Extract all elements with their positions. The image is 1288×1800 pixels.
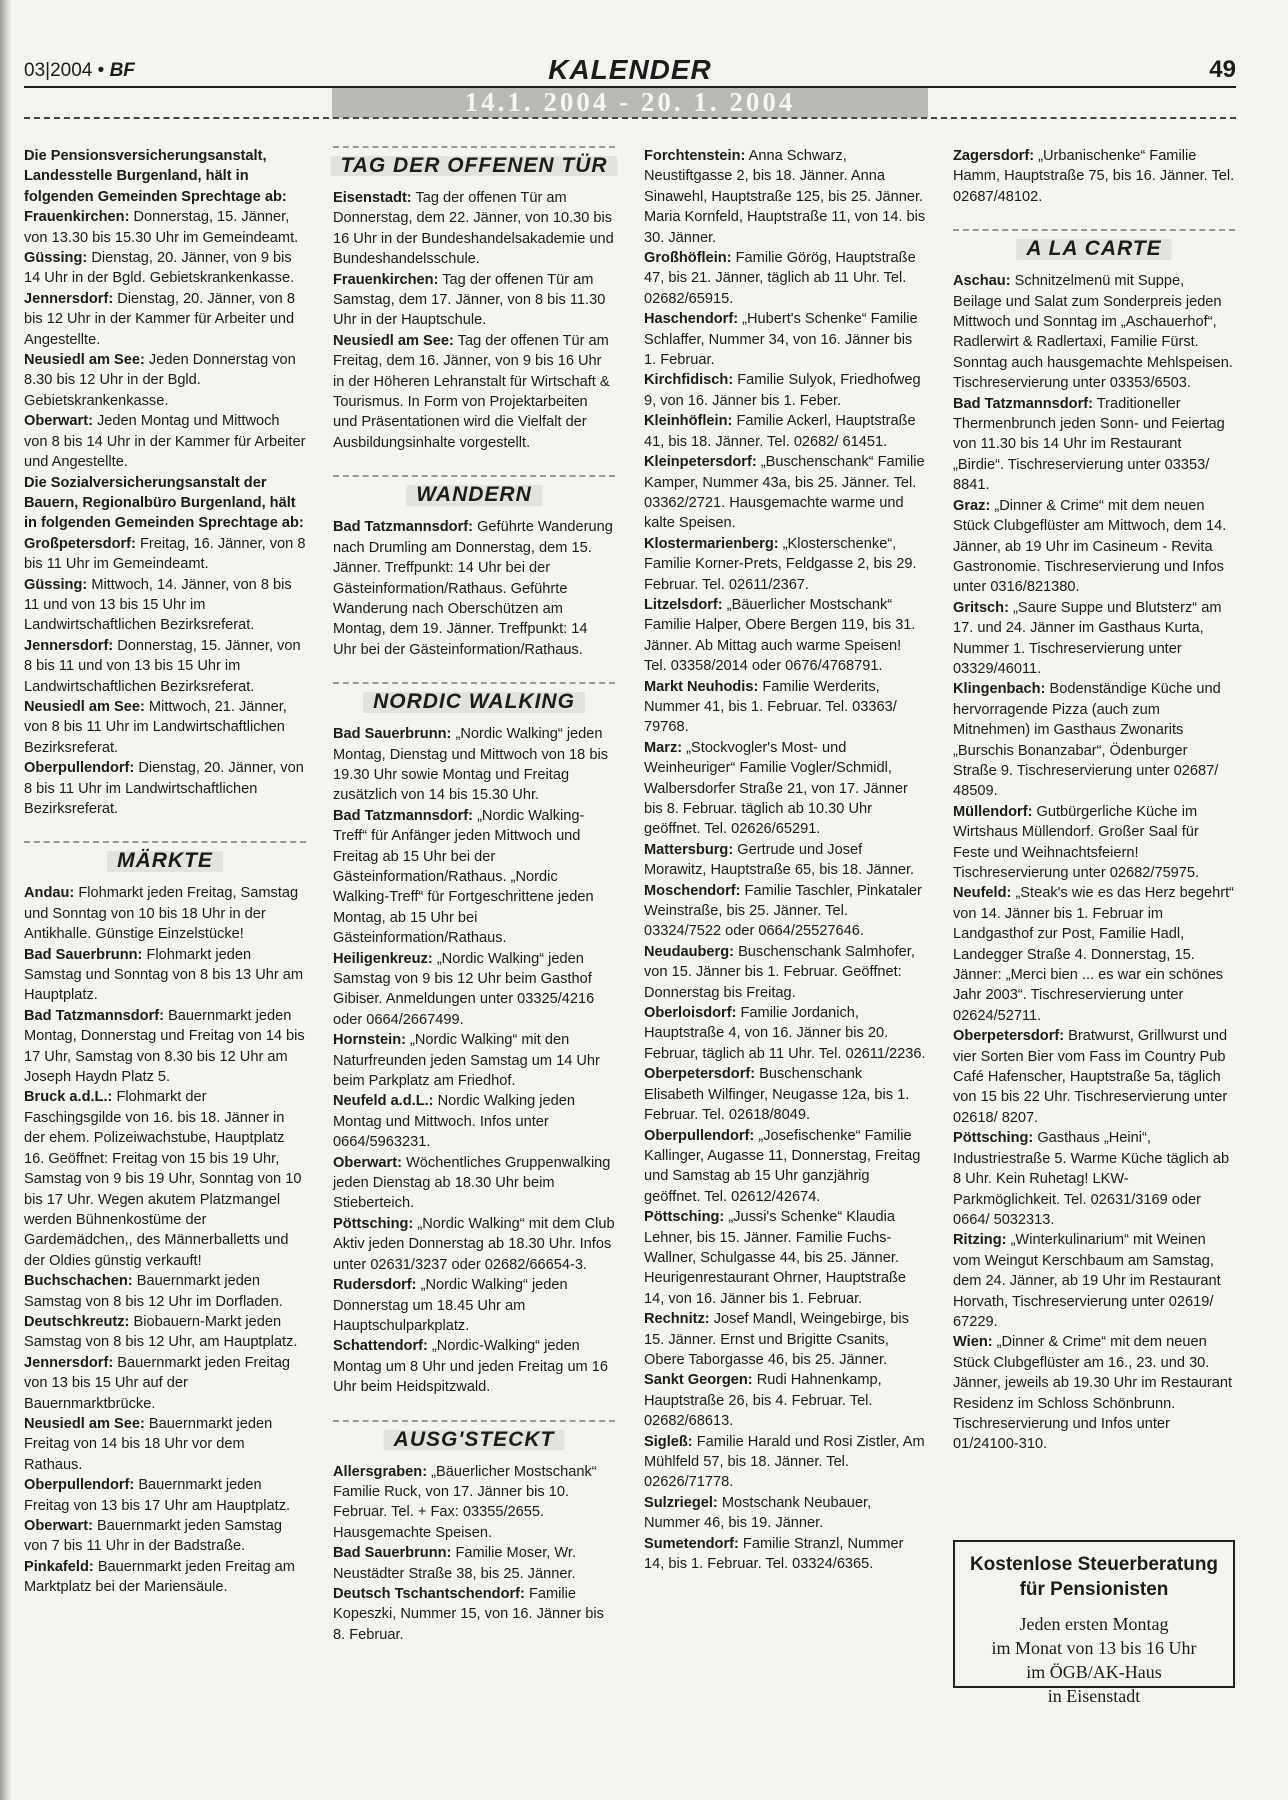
entry-text: „Nordic Walking-Treff“ für Anfänger jeden Mittwoch und Freitag ab 15 Uhr bei der Gästeinformation/Rathaus. „Nordic Walking-Treff“ für Fortgeschrittene jeden Montag, ab 15 Uhr bei Gästeinformation/Rathaus. [333,807,594,947]
entry-location: Oberpetersdorf: [644,1066,756,1083]
carte-entries [953,271,1235,1455]
entry-text: Dienstag, 20. Jänner, von 8 bis 11 Uhr im Landwirtschaftlichen Bezirksreferat. [24,760,304,817]
entry-text: Jeden Montag und Mittwoch von 8 bis 14 Uhr in der Kammer für Arbeiter und Angestellte. [24,413,306,471]
calendar-entry [24,248,306,289]
entry-text: Bauernmarkt jeden Freitag am Marktplatz bei der Mariensäule. [24,1558,295,1596]
calendar-entry [24,1312,306,1353]
svb-intro: Die Sozialversicherungsanstalt der Bauern, Regionalbüro Burgenland, hält in folgenden Gemeinden Sprechtage ab: [24,474,304,532]
entry-location: Aschau: [953,273,1011,290]
entry-location: Wien: [953,1334,993,1351]
entry-location: Hornstein: [333,1032,406,1049]
calendar-entry [333,1336,615,1397]
entry-location: Frauenkirchen: [333,271,439,288]
section-ausgsteckt [333,1420,615,1456]
entry-location: Großpetersdorf: [24,535,136,552]
calendar-entry [644,370,926,411]
calendar-entry [333,949,615,1031]
calendar-entry [333,1462,615,1544]
box-text-line: im ÖGB/AK-Haus [1026,1662,1162,1682]
entry-text: Dienstag, 20. Jänner, von 8 bis 12 Uhr in der Kammer für Arbeiter und Angestellte. [24,290,295,348]
entry-text: Anna Schwarz, Neustiftgasse 2, bis 18. Jänner. Anna Sinawehl, Hauptstraße 125, bis 25. Jänner. Maria Kornfeld, Hauptstraße 11, von 14. bis 30. Jänner. [644,148,926,246]
calendar-entry [953,1128,1235,1230]
entry-text: Donnerstag, 15. Jänner, von 8 bis 11 und von 13 bis 15 Uhr im Landwirtschaftlichen Bezirksreferat. [24,637,301,695]
entry-text: Bauernmarkt jeden Montag, Donnerstag und Freitag von 14 bis 17 Uhr, Samstag von 8.30 bis 12 Uhr am Joseph Haydn Platz 5. [24,1007,305,1086]
entry-location: Pinkafeld: [24,1558,94,1575]
entry-location: Klostermarienberg: [644,535,779,552]
entry-text: Flohmarkt der Faschingsgilde von 16. bis 18. Jänner in der ehem. Polizeiwachstube, Hauptplatz 16. Geöffnet: Freitag von 15 bis 19 Uhr, Samstag von 9 bis 19 Uhr, Sonntag von 10 bis 17 Uhr. Wegen akutem Platzmangel werden Bühnenkostüme der Gardemädchen,, des Männerballetts und der Oldies günstig verkauft! [24,1089,302,1269]
calendar-entry [644,309,926,370]
entry-location: Oberwart: [333,1154,402,1171]
entry-location: Eisenstadt: [333,190,412,206]
calendar-entry [644,1126,926,1208]
calendar-entry [644,534,926,595]
calendar-entry [644,738,926,840]
entry-text: Dienstag, 20. Jänner, von 9 bis 14 Uhr in der Bgld. Gebietskrankenkasse. [24,250,295,287]
section-heading: WANDERN [406,485,542,505]
calendar-entry [953,394,1235,496]
calendar-entry [333,1584,615,1645]
entry-text: Flohmarkt jeden Freitag, Samstag und Sonntag von 10 bis 18 Uhr in der Antikhalle. Günstige Einzelstücke! [24,885,299,943]
box-text-line: in Eisenstadt [1047,1686,1141,1706]
entry-location: Sigleß: [644,1433,693,1450]
entry-text: Jeden Donnerstag von 8.30 bis 12 Uhr in der Bgld. Gebietskrankenkasse. [24,352,296,409]
entry-location: Oberpullendorf: [644,1127,755,1144]
section-heading: AUSG'STECKT [384,1430,565,1450]
entry-location: Güssing: [24,250,88,267]
entry-location: Jennersdorf: [24,1354,114,1371]
entry-text: Rudi Hahnenkamp, Hauptstraße 26, bis 4. Februar. Tel. 02682/68613. [644,1372,882,1430]
calendar-entry [24,1006,306,1088]
calendar-entry [644,146,926,248]
section-wandern [333,475,615,511]
page-title: KALENDER [548,54,712,85]
entry-location: Graz: [953,497,991,514]
entry-text: Bratwurst, Grillwurst und vier Sorten Bier vom Fass im Country Pub Café Hafenscher, Hauptstraße 5a, täglich von 15 bis 22 Uhr. Tischreservierung unter 02618/ 8207. [953,1028,1228,1126]
calendar-entry [953,271,1235,393]
box-title [955,1552,1233,1602]
calendar-entry [333,1214,615,1275]
section-tag-der-offenen-tuer [333,146,615,182]
entry-location: Moschendorf: [644,882,741,899]
calendar-entry [24,636,306,697]
column-1 [24,146,306,1598]
entry-location: Gritsch: [953,599,1009,616]
entry-text: „Hubert's Schenke“ Familie Schlaffer, Nummer 34, von 16. Jänner bis 1. Februar. [644,311,918,369]
calendar-entry [24,1475,306,1516]
entry-location: Marz: [644,739,683,756]
entry-location: Pöttsching: [644,1209,725,1226]
maerkte-entries [24,883,306,1597]
entry-text: „Stockvogler's Most- und Weinheuriger“ Familie Vogler/Schmidl, Walbersdorfer Straße 21, von 17. Jänner bis 8. Februar. täglich ab 10.30 Uhr geöffnet. Tel. 02626/65291. [644,739,908,838]
entry-location: Bad Tatzmannsdorf: [333,519,473,536]
calendar-entry [644,942,926,1003]
entry-location: Neufeld: [953,885,1012,902]
dashed-divider [24,117,1236,119]
entry-location: Neusiedl am See: [24,1415,145,1432]
box-title-line: für Pensionisten [1019,1579,1169,1600]
entry-location: Deutsch Tschantschendorf: [333,1585,525,1602]
entry-text: Familie Harald und Rosi Zistler, Am Mühlfeld 57, bis 18. Jänner. Tel. 02626/71778. [644,1433,925,1491]
entry-location: Bad Tatzmannsdorf: [24,1007,164,1024]
calendar-entry [644,1432,926,1493]
entry-location: Bad Sauerbrunn: [24,946,143,963]
heurigen-entries [644,146,926,1574]
calendar-entry [333,1275,615,1336]
entry-location: Bad Sauerbrunn: [333,1545,452,1562]
entry-location: Oberpullendorf: [24,1477,135,1494]
page-binding-shadow [0,0,12,1800]
calendar-entry [644,1309,926,1370]
entry-text: Bauernmarkt jeden Freitag von 14 bis 18 Uhr vor dem Rathaus. [24,1415,273,1473]
entry-location: Buchschachen: [24,1273,133,1290]
calendar-entry [644,452,926,534]
entry-location: Forchtenstein: [644,148,746,164]
column-4 [953,146,1235,1455]
svb-entries [24,534,306,820]
entry-location: Jennersdorf: [24,290,114,307]
calendar-entry [953,1332,1235,1454]
entry-text: Bauernmarkt jeden Freitag von 13 bis 17 Uhr am Hauptplatz. [24,1477,291,1514]
entry-text: Tag der offenen Tür am Samstag, dem 17. Jänner, von 8 bis 11.30 Uhr in der Hauptschule. [333,271,606,329]
entry-location: Markt Neuhodis: [644,678,759,695]
entry-text: „Bäuerlicher Mostschank“ Familie Halper, Obere Bergen 119, bis 31. Jänner. Ab Mittag auch warme Speisen! Tel. 03358/2014 oder 0676/4768791. [644,596,916,675]
entry-text: Familie Moser, Wr. Neustädter Straße 38, bis 25. Jänner. [333,1545,577,1582]
calendar-entry [644,248,926,309]
calendar-entry [24,883,306,944]
calendar-entry [24,534,306,575]
entry-text: „Nordic Walking“ mit dem Club Aktiv jeden Donnerstag ab 18.30 Uhr. Infos unter 02631/3237 oder 02682/66654-3. [333,1215,615,1273]
entry-location: Frauenkirchen: [24,209,130,226]
entry-location: Heiligenkreuz: [333,950,433,967]
ausg-entries [333,1462,615,1646]
entry-text: Buschenschank Elisabeth Wilfinger, Neugasse 12a, bis 1. Februar. Tel. 02618/8049. [644,1066,910,1124]
entry-location: Neufeld a.d.L.: [333,1093,434,1110]
entry-location: Jennersdorf: [24,637,114,654]
entry-location: Güssing: [24,576,88,593]
section-maerkte [24,841,306,877]
calendar-entry [644,881,926,942]
calendar-entry [333,517,615,660]
tax-advice-box [953,1540,1235,1706]
entry-location: Sumetendorf: [644,1535,739,1552]
entry-location: Kleinpetersdorf: [644,454,757,471]
calendar-entry [24,411,306,472]
entry-text: Familie Jordanich, Hauptstraße 4, von 16. Jänner bis 20. Februar, täglich ab 11 Uhr. Tel. 02611/2236. [644,1005,926,1062]
section-heading: NORDIC WALKING [363,692,585,712]
entry-location: Allersgraben: [333,1463,428,1480]
entry-text: Geführte Wanderung nach Drumling am Donnerstag, dem 15. Jänner. Treffpunkt: 14 Uhr bei der Gästeinformation/Rathaus. Geführte Wanderung nach Oberschützen am Montag, dem 19. Jänner. Treffpunkt: 14 Uhr bei der Gästeinformation/Rathaus. [333,519,613,658]
calendar-entry [953,598,1235,680]
entry-location: Neusiedl am See: [333,332,454,349]
entry-text: „Nordic Walking“ jeden Samstag von 9 bis 12 Uhr beim Gasthof Gibiser. Anmeldungen unter 03325/4216 oder 0664/2667499. [333,950,595,1028]
box-text [955,1612,1233,1708]
entry-location: Rechnitz: [644,1311,710,1328]
entry-location: Andau: [24,885,75,902]
entry-text: Josef Mandl, Weingebirge, bis 15. Jänner. Ernst und Brigitte Csanits, Obere Taborgasse 46, bis 25. Jänner. [644,1311,909,1368]
nordic-entries [333,724,615,1397]
calendar-entry [24,1557,306,1598]
calendar-entry [333,331,615,453]
entry-location: Litzelsdorf: [644,596,723,613]
entry-text: Gertrude und Josef Morawitz, Hauptstraße 65, bis 18. Jänner. [644,841,915,879]
calendar-entry [644,677,926,738]
entry-location: Oberpetersdorf: [953,1028,1065,1045]
column-3 [644,146,926,1574]
entry-text: Bauernmarkt jeden Samstag von 8 bis 12 Uhr im Dorfladen. [24,1273,283,1310]
entry-text: Bauernmarkt jeden Samstag von 7 bis 11 Uhr in der Badstraße. [24,1518,282,1555]
pva-intro: Die Pensionsversicherungsanstalt, Landesstelle Burgenland, hält in folgenden Gemeinden Sprechtage ab: [24,148,287,205]
heurigen-entries-continued [953,146,1235,207]
calendar-entry [644,1207,926,1309]
calendar-entry [644,840,926,881]
entry-location: Mattersburg: [644,841,734,858]
date-range-band: 14.1. 2004 - 20. 1. 2004 [332,88,928,118]
box-title-line: Kostenlose Steuerberatung [969,1554,1219,1575]
entry-location: Bad Sauerbrunn: [333,726,452,743]
entry-text: „Klosterschenke“, Familie Korner-Prets, Feldgasse 2, bis 29. Februar. Tel. 02611/2367. [644,535,917,593]
calendar-entry [644,411,926,452]
entry-text: Familie Werderits, Nummer 41, bis 1. Februar. Tel. 03363/ 79768. [644,678,897,736]
section-heading: MÄRKTE [107,851,223,871]
entry-location: Bruck a.d.L.: [24,1089,113,1106]
entry-text: Bodenständige Küche und hervorragende Pizza (auch zum Mitnehmen) im Gasthaus Zwonarits „Burschis Bonanzabar“, Ödenburger Straße 9. Tischreservierung unter 02687/ 48509. [953,681,1221,800]
entry-location: Neudauberg: [644,943,734,960]
calendar-entry [644,1003,926,1064]
entry-location: Neusiedl am See: [24,352,145,369]
entry-text: Mittwoch, 21. Jänner, von 8 bis 11 Uhr im Landwirtschaftlichen Bezirksreferat. [24,698,287,756]
calendar-entry [333,270,615,331]
entry-text: Biobauern-Markt jeden Samstag von 8 bis 12 Uhr, am Hauptplatz. [24,1313,298,1351]
page-number: 49 [1209,56,1236,83]
entry-location: Müllendorf: [953,803,1033,820]
calendar-entry [24,207,306,248]
entry-location: Zagersdorf: [953,148,1035,164]
calendar-entry [333,1091,615,1152]
calendar-entry [644,1493,926,1534]
entry-text: „Nordic Walking“ mit den Naturfreunden jeden Samstag um 14 Uhr beim Parkplatz am Friedhof. [333,1032,600,1090]
entry-text: „Nordic Walking“ jeden Montag, Dienstag und Mittwoch von 18 bis 19.30 Uhr sowie Montag und Freitag zusätzlich von 14 bis 15.30 Uhr. [333,726,609,804]
entry-text: Tag der offenen Tür am Freitag, dem 16. Jänner, von 9 bis 16 Uhr in der Höheren Lehranstalt für Wirtschaft & Tourismus. In Form von Projektarbeiten und Präsentationen wird die Vielfalt der Ausbildungsinhalte vorgestellt. [333,332,610,451]
calendar-entry [333,188,615,270]
entry-text: Schnitzelmenü mit Suppe, Beilage und Salat zum Sonderpreis jeden Mittwoch und Sonntag im „Aschauerhof“, Radlerwirt & Radlertaxi, Familie Fürst. Sonntag auch hausgemachte Mehlspeisen. Tischreservierung unter 03353/6503. [953,273,1233,392]
box-text-line: im Monat von 13 bis 16 Uhr [991,1638,1197,1658]
entry-location: Oberpullendorf: [24,760,135,777]
column-2 [333,146,615,1645]
section-heading: A LA CARTE [1016,239,1171,259]
entry-location: Pöttsching: [333,1215,414,1232]
calendar-entry [24,350,306,411]
entry-text: Donnerstag, 15. Jänner, von 13.30 bis 15.30 Uhr im Gemeindeamt. [24,209,299,246]
entry-text: Gasthaus „Heini“, Industriestraße 5. Warme Küche täglich ab 8 Uhr. Kein Ruhetag! LKW-Parkmöglichkeit. Tel. 02631/3169 oder 0664/ 5032313. [953,1130,1230,1228]
entry-text: Freitag, 16. Jänner, von 8 bis 11 Uhr im Gemeindeamt. [24,535,306,573]
magazine-name: BF [109,60,135,81]
entry-text: Traditioneller Thermenbrunch jeden Sonn- und Feiertag von 11.30 bis 14 Uhr im Restaurant „Birdie“. Tischreservierung unter 03353/ 8841. [953,395,1225,494]
entry-location: Bad Tatzmannsdorf: [333,807,473,824]
entry-text: „Jussi's Schenke“ Klaudia Lehner, bis 15. Jänner. Familie Fuchs-Wallner, Schulgasse 44, bis 25. Jänner. Heurigenrestaurant Ohrner, Hauptstraße 14, von 16. Jänner bis 1. Februar. [644,1209,907,1307]
issue-info: 03|2004 • BF [24,60,135,81]
entry-text: „Buschenschank“ Familie Kamper, Nummer 43a, bis 25. Jänner. Tel. 03362/2721. Hausgemachte warme und kalte Speisen. [644,454,925,532]
issue-number: 03|2004 [24,60,93,81]
entry-location: Kleinhöflein: [644,413,733,430]
entry-text: „Nordic Walking“ jeden Donnerstag um 18.45 Uhr am Hauptschulparkplatz. [333,1277,568,1334]
pva-entries [24,207,306,472]
wandern-entries [333,517,615,660]
entry-location: Rudersdorf: [333,1277,417,1294]
calendar-entry [24,1516,306,1557]
calendar-entry [333,1030,615,1091]
entry-text: Mittwoch, 14. Jänner, von 8 bis 11 und von 13 bis 15 Uhr im Landwirtschaftlichen Bezirksreferat. [24,576,292,634]
entry-text: Gutbürgerliche Küche im Wirtshaus Müllendorf. Großer Saal für Feste und Weihnachtsfeiern! Tischreservierung unter 02682/75975. [953,803,1200,881]
entry-location: Haschendorf: [644,311,739,328]
calendar-entry [333,806,615,949]
entry-text: „Winterkulinarium“ mit Weinen vom Weingut Kerschbaum am Samstag, dem 24. Jänner, ab 19 Uhr im Restaurant Horvath, Tischreservierung unter 02619/ 67229. [953,1232,1221,1330]
calendar-entry [644,1534,926,1575]
entry-location: Pöttsching: [953,1130,1034,1147]
calendar-entry [644,1064,926,1125]
entry-location: Kirchfidisch: [644,372,734,389]
entry-text: Buschenschank Salmhofer, von 15. Jänner bis 1. Februar. Geöffnet: Donnerstag bis Freitag. [644,943,915,1001]
calendar-entry [333,724,615,806]
entry-location: Oberwart: [24,413,93,430]
entry-location: Oberloisdorf: [644,1005,737,1022]
entry-location: Großhöflein: [644,250,732,267]
entry-text: „Dinner & Crime“ mit dem neuen Stück Clubgeflüster am 16., 23. und 30. Jänner, jeweils ab 19.30 Uhr im Restaurant Residenz im Schloss Schönbrunn. Tischreservierung und Infos unter 01/24100-310. [953,1334,1233,1453]
calendar-entry [333,1153,615,1214]
entry-location: Sulzriegel: [644,1494,718,1511]
entry-text: Mostschank Neubauer, Nummer 46, bis 19. Jänner. [644,1494,872,1532]
section-a-la-carte [953,229,1235,265]
entry-text: „Bäuerlicher Mostschank“ Familie Ruck, von 17. Jänner bis 10. Februar. Tel. + Fax: 03355/2655. Hausgemachte Speisen. [333,1463,597,1541]
calendar-entry [24,1087,306,1271]
calendar-entry [24,697,306,758]
entry-text: Familie Ackerl, Hauptstraße 41, bis 18. Jänner. Tel. 02682/ 61451. [644,413,916,450]
calendar-entry [24,1271,306,1312]
entry-text: Familie Taschler, Pinkataler Weinstraße, bis 25. Jänner. Tel. 03324/7522 oder 0664/25527646. [644,882,922,940]
calendar-entry [24,289,306,350]
calendar-entry [953,802,1235,884]
entry-location: Ritzing: [953,1232,1007,1249]
calendar-entry [953,146,1235,207]
entry-location: Bad Tatzmannsdorf: [953,395,1093,412]
calendar-entry [953,1026,1235,1128]
calendar-entry [644,595,926,677]
entry-text: Nordic Walking jeden Montag und Mittwoch. Infos unter 0664/5963231. [333,1093,575,1151]
entry-location: Klingenbach: [953,681,1046,698]
section-nordic-walking [333,682,615,718]
entry-text: Flohmarkt jeden Samstag und Sonntag von 8 bis 13 Uhr am Hauptplatz. [24,946,304,1004]
entry-location: Deutschkreutz: [24,1313,130,1330]
entry-location: Neusiedl am See: [24,698,145,715]
entry-text: Familie Görög, Hauptstraße 47, bis 21. Jänner, täglich ab 11 Uhr. Tel. 02682/65915. [644,250,916,307]
calendar-entry [24,1414,306,1475]
calendar-entry [24,758,306,819]
entry-text: „Nordic-Walking“ jeden Montag um 8 Uhr und jeden Freitag um 16 Uhr beim Heidspitzwald. [333,1338,609,1396]
entry-text: Tag der offenen Tür am Donnerstag, dem 22. Jänner, von 10.30 bis 16 Uhr in der Bundeshandelsakademie und Bundeshandelsschule. [333,190,614,268]
entry-location: Sankt Georgen: [644,1372,753,1389]
entry-text: Familie Kopeszki, Nummer 15, von 16. Jänner bis 8. Februar. [333,1585,604,1643]
section-heading: TAG DER OFFENEN TÜR [330,156,617,176]
entry-text: Familie Stranzl, Nummer 14, bis 1. Februar. Tel. 03324/6365. [644,1535,904,1573]
calendar-entry [953,883,1235,1026]
tag-entries [333,188,615,453]
calendar-entry [953,1230,1235,1332]
entry-location: Schattendorf: [333,1338,428,1355]
calendar-entry [24,575,306,636]
entry-text: „Josefischenke“ Familie Kallinger, Augasse 11, Donnerstag, Freitag und Samstag ab 15 Uhr ganzjährig geöffnet. Tel. 02612/42674. [644,1127,921,1205]
entry-text: „Steak's wie es das Herz begehrt“ von 14. Jänner bis 1. Februar im Landgasthof zur Post, Familie Hadl, Landegger Straße 4. Donnerstag, 15. Jänner: „Merci bien ... es war ein schönes Jahr 2003“. Tischreservierung unter 02624/52711. [953,885,1234,1024]
calendar-entry [953,496,1235,598]
entry-text: Familie Sulyok, Friedhofweg 9, von 16. Jänner bis 1. Feber. [644,372,921,409]
entry-location: Oberwart: [24,1518,93,1534]
calendar-entry [644,1370,926,1431]
entry-text: „Dinner & Crime“ mit dem neuen Stück Clubgeflüster am Mittwoch, dem 14. Jänner, ab 19 Uhr im Casineum - Revita Gastronomie. Tischreservierung und Infos unter 0316/821380. [953,497,1227,596]
entry-text: Bauernmarkt jeden Freitag von 13 bis 15 Uhr auf der Bauernmarktbrücke. [24,1354,291,1412]
calendar-entry [24,945,306,1006]
entry-text: „Saure Suppe und Blutsterz“ am 17. und 24. Jänner im Gasthaus Kurta, Nummer 1. Tischreservierung unter 03329/46011. [953,599,1222,677]
calendar-entry [953,679,1235,801]
box-text-line: Jeden ersten Montag [1019,1614,1169,1634]
entry-text: Wöchentliches Gruppenwalking jeden Dienstag ab 18.30 Uhr beim Stieberteich. [333,1154,611,1212]
calendar-entry [333,1543,615,1584]
entry-text: „Urbanischenke“ Familie Hamm, Hauptstraße 75, bis 16. Jänner. Tel. 02687/48102. [953,148,1235,205]
calendar-entry [24,1353,306,1414]
